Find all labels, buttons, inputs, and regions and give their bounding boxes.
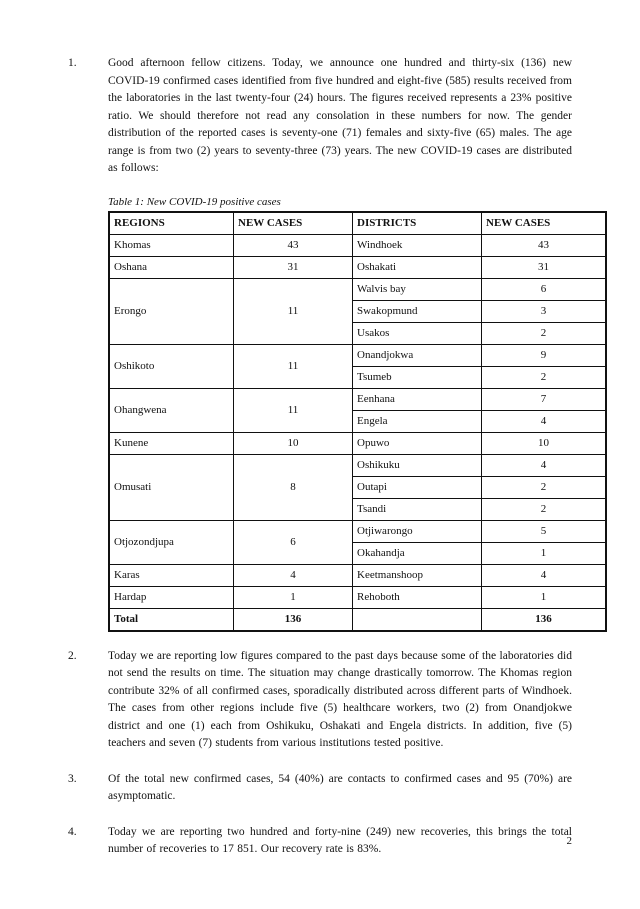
cell-region: Erongo bbox=[109, 278, 234, 344]
cell-region: Otjozondjupa bbox=[109, 520, 234, 564]
table-row bbox=[109, 278, 606, 300]
cell-district-cases: 43 bbox=[482, 234, 607, 256]
cell-region-cases: 4 bbox=[234, 564, 353, 586]
cell-district: Onandjokwa bbox=[353, 344, 482, 366]
table-total-row bbox=[109, 608, 606, 631]
cell-region-cases: 8 bbox=[234, 454, 353, 520]
cell-district: Otjiwarongo bbox=[353, 520, 482, 542]
paragraph-4 bbox=[68, 824, 572, 859]
cell-region: Karas bbox=[109, 564, 234, 586]
cell-region: Omusati bbox=[109, 454, 234, 520]
cell-region-cases: 10 bbox=[234, 432, 353, 454]
cell-district: Eenhana bbox=[353, 388, 482, 410]
cell-district: Keetmanshoop bbox=[353, 564, 482, 586]
cell-district-cases: 2 bbox=[482, 322, 607, 344]
cell-region-cases: 11 bbox=[234, 388, 353, 432]
cell-district-cases: 3 bbox=[482, 300, 607, 322]
cell-district: Okahandja bbox=[353, 542, 482, 564]
cell-district: Tsumeb bbox=[353, 366, 482, 388]
cell-district: Tsandi bbox=[353, 498, 482, 520]
cell-region-cases: 43 bbox=[234, 234, 353, 256]
cell-region-cases: 31 bbox=[234, 256, 353, 278]
cell-region-cases: 11 bbox=[234, 344, 353, 388]
table-row bbox=[109, 344, 606, 366]
cell-district-cases: 6 bbox=[482, 278, 607, 300]
cell-total-spacer bbox=[353, 608, 482, 631]
covid-cases-table bbox=[108, 211, 607, 632]
column-header-new-cases-region: NEW CASES bbox=[234, 212, 353, 235]
column-header-new-cases-district: NEW CASES bbox=[482, 212, 607, 235]
cell-region: Oshikoto bbox=[109, 344, 234, 388]
table-row bbox=[109, 388, 606, 410]
table-row bbox=[109, 520, 606, 542]
column-header-regions: REGIONS bbox=[109, 212, 234, 235]
cell-district-cases: 1 bbox=[482, 542, 607, 564]
page-number: 2 bbox=[566, 835, 572, 847]
table-row bbox=[109, 256, 606, 278]
cell-district-cases: 31 bbox=[482, 256, 607, 278]
table-row bbox=[109, 234, 606, 256]
table-row bbox=[109, 586, 606, 608]
paragraph-number: 3. bbox=[68, 772, 77, 785]
paragraph-3 bbox=[68, 771, 572, 806]
paragraph-text: Today we are reporting low figures compared to the past days because some of the laboratories did not send the results on time. The situation may change drastically tomorrow. The Khomas region contribute 32% of all confirmed cases, sporadically distributed across different parts of Windhoek. The cases from other regions include five (5) healthcare workers, two (2) from Onandjokwe district and one (1) each from Oshikuku, Oshakati and Engela districts. In addition, five (5) teachers and seven (7) students from various institutions tested positive. bbox=[108, 649, 572, 749]
cell-district-cases: 2 bbox=[482, 498, 607, 520]
cell-district-cases: 2 bbox=[482, 366, 607, 388]
cell-district-cases: 9 bbox=[482, 344, 607, 366]
paragraph-number: 4. bbox=[68, 825, 77, 838]
cell-district-cases: 4 bbox=[482, 410, 607, 432]
paragraph-number: 2. bbox=[68, 649, 77, 662]
column-header-districts: DISTRICTS bbox=[353, 212, 482, 235]
cell-region-cases: 6 bbox=[234, 520, 353, 564]
cell-district: Opuwo bbox=[353, 432, 482, 454]
cell-district: Oshakati bbox=[353, 256, 482, 278]
cell-district: Walvis bay bbox=[353, 278, 482, 300]
paragraph-text: Good afternoon fellow citizens. Today, we announce one hundred and thirty-six (136) new COVID-19 confirmed cases identified from five hundred and eight-five (585) results received from the laboratories in the last twenty-four (24) hours. The figures received represents a 23% positive ratio. We should therefore not read any consolation in these numbers for now. The gender distribution of the reported cases is seventy-one (71) females and sixty-five (65) males. The age range is from two (2) years to seventy-three (73) years. The new COVID-19 cases are distributed as follows: bbox=[108, 57, 572, 174]
cell-district: Engela bbox=[353, 410, 482, 432]
cell-district-cases: 1 bbox=[482, 586, 607, 608]
cell-region: Kunene bbox=[109, 432, 234, 454]
cell-district-cases: 5 bbox=[482, 520, 607, 542]
table-caption: Table 1: New COVID-19 positive cases bbox=[108, 195, 281, 208]
cell-district: Swakopmund bbox=[353, 300, 482, 322]
cell-region-cases: 1 bbox=[234, 586, 353, 608]
cell-total-label: Total bbox=[109, 608, 234, 631]
cell-district-cases: 10 bbox=[482, 432, 607, 454]
table-row bbox=[109, 454, 606, 476]
table-row bbox=[109, 432, 606, 454]
cell-district: Usakos bbox=[353, 322, 482, 344]
paragraph-2 bbox=[68, 648, 572, 753]
cell-district: Windhoek bbox=[353, 234, 482, 256]
table-header-row bbox=[109, 212, 606, 235]
document-content bbox=[68, 55, 572, 877]
cell-district: Outapi bbox=[353, 476, 482, 498]
cell-region: Khomas bbox=[109, 234, 234, 256]
covid-cases-table-block bbox=[108, 196, 568, 632]
cell-district-cases: 4 bbox=[482, 564, 607, 586]
cell-region: Hardap bbox=[109, 586, 234, 608]
cell-district: Oshikuku bbox=[353, 454, 482, 476]
cell-region: Ohangwena bbox=[109, 388, 234, 432]
cell-district-cases: 4 bbox=[482, 454, 607, 476]
cell-district-cases: 7 bbox=[482, 388, 607, 410]
cell-total-district-cases: 136 bbox=[482, 608, 607, 631]
table-row bbox=[109, 564, 606, 586]
paragraph-text: Of the total new confirmed cases, 54 (40%) are contacts to confirmed cases and 95 (70%) are asymptomatic. bbox=[108, 772, 572, 802]
paragraph-text: Today we are reporting two hundred and forty-nine (249) new recoveries, this brings the total number of recoveries to 17 851. Our recovery rate is 83%. bbox=[108, 825, 572, 855]
paragraph-1 bbox=[68, 55, 572, 178]
cell-region-cases: 11 bbox=[234, 278, 353, 344]
cell-district: Rehoboth bbox=[353, 586, 482, 608]
cell-region: Oshana bbox=[109, 256, 234, 278]
paragraph-number: 1. bbox=[68, 57, 77, 69]
cell-total-region-cases: 136 bbox=[234, 608, 353, 631]
cell-district-cases: 2 bbox=[482, 476, 607, 498]
